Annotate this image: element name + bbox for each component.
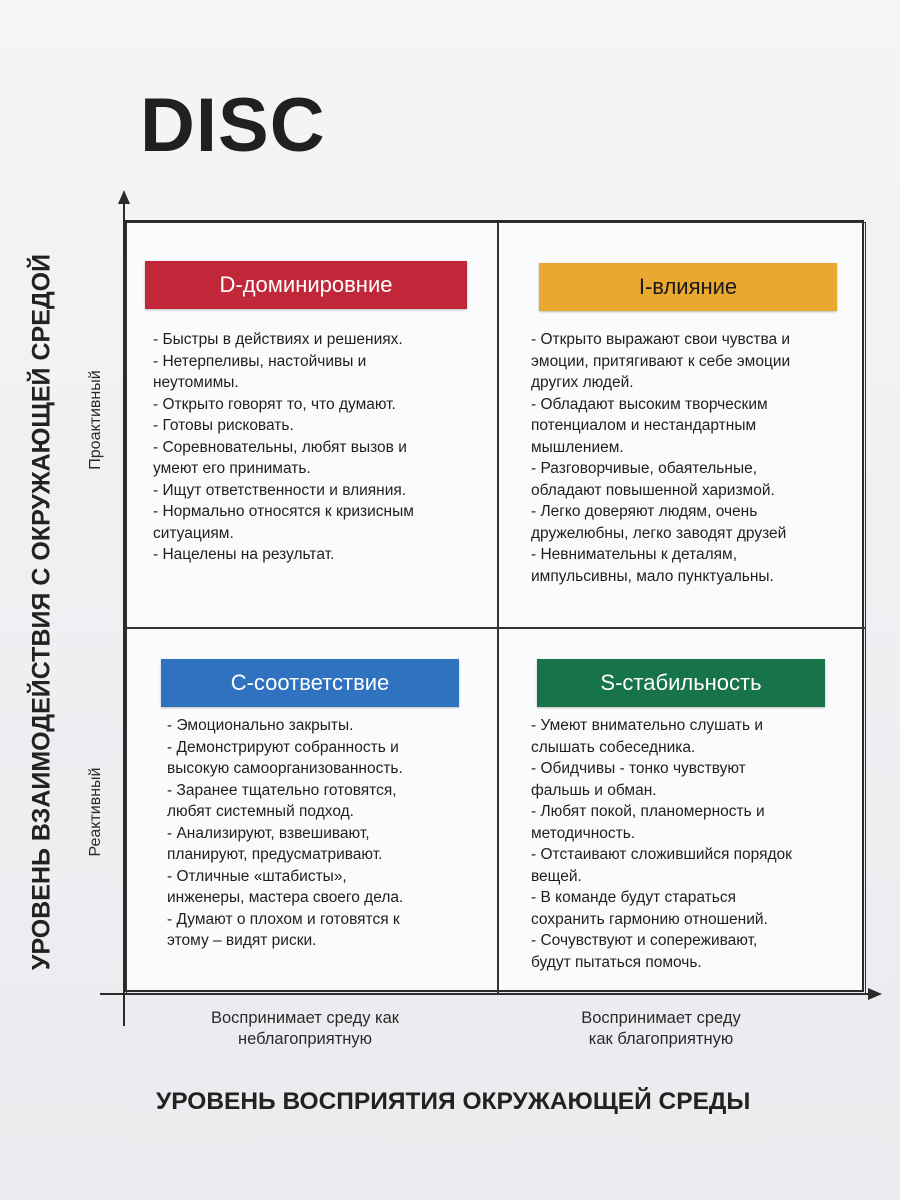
list-item: - Нетерпеливы, настойчивы и bbox=[153, 352, 367, 370]
list-item: методичность. bbox=[531, 824, 636, 842]
col-label-line: как благоприятную bbox=[588, 1030, 734, 1048]
list-item: планируют, предусматривают. bbox=[167, 846, 383, 863]
badge-s: S-стабильность bbox=[537, 659, 825, 707]
list-item: - Нормально относятся к кризисным bbox=[153, 503, 414, 520]
list-item: - Обидчивы - тонко чувствуют bbox=[531, 760, 746, 777]
row-label-reactive: Реактивный bbox=[87, 767, 104, 857]
list-item: - Открыто говорят то, что думают. bbox=[153, 395, 396, 413]
list-item: обладают повышенной харизмой. bbox=[531, 481, 775, 499]
list-item: высокую самоорганизованность. bbox=[167, 760, 403, 777]
list-item: - Отстаивают сложившийся порядок bbox=[531, 846, 792, 863]
list-item: - Отличные «штабисты», bbox=[167, 867, 347, 885]
badge-d: D-доминировние bbox=[145, 261, 467, 309]
x-axis-arrow bbox=[868, 988, 882, 1000]
x-axis-title: УРОВЕНЬ ВОСПРИЯТИЯ ОКРУЖАЮЩЕЙ СРЕДЫ bbox=[156, 1088, 751, 1115]
y-axis-arrow bbox=[118, 190, 130, 204]
list-item: - В команде будут стараться bbox=[531, 889, 736, 906]
list-item: ситуациям. bbox=[153, 524, 234, 542]
list-item: - Анализируют, взвешивают, bbox=[167, 824, 370, 842]
quadrant-s bbox=[498, 628, 866, 994]
list-item: - Умеют внимательно слушать и bbox=[531, 717, 764, 734]
list-item: мышлением. bbox=[531, 438, 624, 456]
list-d bbox=[153, 329, 483, 566]
disc-matrix bbox=[124, 220, 864, 992]
list-item: - Открыто выражают свои чувства и bbox=[531, 331, 791, 348]
list-item: слышать собеседника. bbox=[531, 738, 696, 756]
list-item: этому – видят риски. bbox=[167, 932, 317, 949]
list-c bbox=[167, 715, 489, 952]
list-item: других людей. bbox=[531, 374, 634, 391]
list-item: - Думают о плохом и готовятся к bbox=[167, 910, 400, 928]
list-item: потенциалом и нестандартным bbox=[531, 417, 757, 434]
list-item: - Демонстрируют собранность и bbox=[167, 738, 399, 756]
list-item: сохранить гармонию отношений. bbox=[531, 910, 768, 928]
list-item: - Заранее тщательно готовятся, bbox=[167, 781, 397, 799]
list-item: - Невнимательны к деталям, bbox=[531, 546, 738, 563]
list-item: - Быстры в действиях и решениях. bbox=[153, 331, 403, 348]
list-item: - Соревновательны, любят вызов и bbox=[153, 438, 407, 456]
list-item: - Сочувствуют и сопереживают, bbox=[531, 932, 758, 949]
row-label-proactive: Проактивный bbox=[87, 370, 104, 470]
list-item: эмоции, притягивают к себе эмоции bbox=[531, 352, 791, 370]
col-label-unfavorable bbox=[170, 1008, 440, 1050]
list-item: - Готовы рисковать. bbox=[153, 417, 294, 434]
list-item: - Разговорчивые, обаятельные, bbox=[531, 460, 758, 477]
list-item: импульсивны, мало пунктуальны. bbox=[531, 567, 774, 585]
col-label-line: Воспринимает среду bbox=[581, 1009, 741, 1027]
col-label-line: неблагоприятную bbox=[237, 1030, 372, 1048]
list-item: вещей. bbox=[531, 867, 582, 885]
list-item: - Нацелены на результат. bbox=[153, 546, 335, 563]
list-item: - Эмоционально закрыты. bbox=[167, 717, 354, 734]
y-axis-title: УРОВЕНЬ ВЗАИМОДЕЙСТВИЯ С ОКРУЖАЮЩЕЙ СРЕДОЙ bbox=[27, 253, 56, 971]
badge-c: С-соответствие bbox=[161, 659, 459, 707]
quadrant-c bbox=[126, 628, 498, 994]
list-item: любят системный подход. bbox=[167, 803, 354, 820]
list-item: дружелюбны, легко заводят друзей bbox=[531, 524, 787, 542]
list-item: умеют его принимать. bbox=[153, 460, 311, 477]
list-item: инженеры, мастера своего дела. bbox=[167, 889, 404, 906]
quadrant-d bbox=[126, 222, 498, 628]
list-item: фальшь и обман. bbox=[531, 781, 657, 799]
col-label-favorable bbox=[536, 1008, 786, 1050]
list-i bbox=[531, 329, 857, 587]
list-item: неутомимы. bbox=[153, 374, 239, 391]
list-item: будут пытаться помочь. bbox=[531, 953, 702, 971]
col-label-line: Воспринимает среду как bbox=[210, 1009, 400, 1027]
badge-i: I-влияние bbox=[539, 263, 837, 311]
list-item: - Обладают высоким творческим bbox=[531, 395, 768, 413]
quadrant-i bbox=[498, 222, 866, 628]
list-item: - Любят покой, планомерность и bbox=[531, 803, 765, 820]
page-title: DISC bbox=[140, 83, 326, 168]
list-item: - Ищут ответственности и влияния. bbox=[153, 481, 407, 499]
list-item: - Легко доверяют людям, очень bbox=[531, 503, 758, 520]
list-s bbox=[531, 715, 857, 973]
